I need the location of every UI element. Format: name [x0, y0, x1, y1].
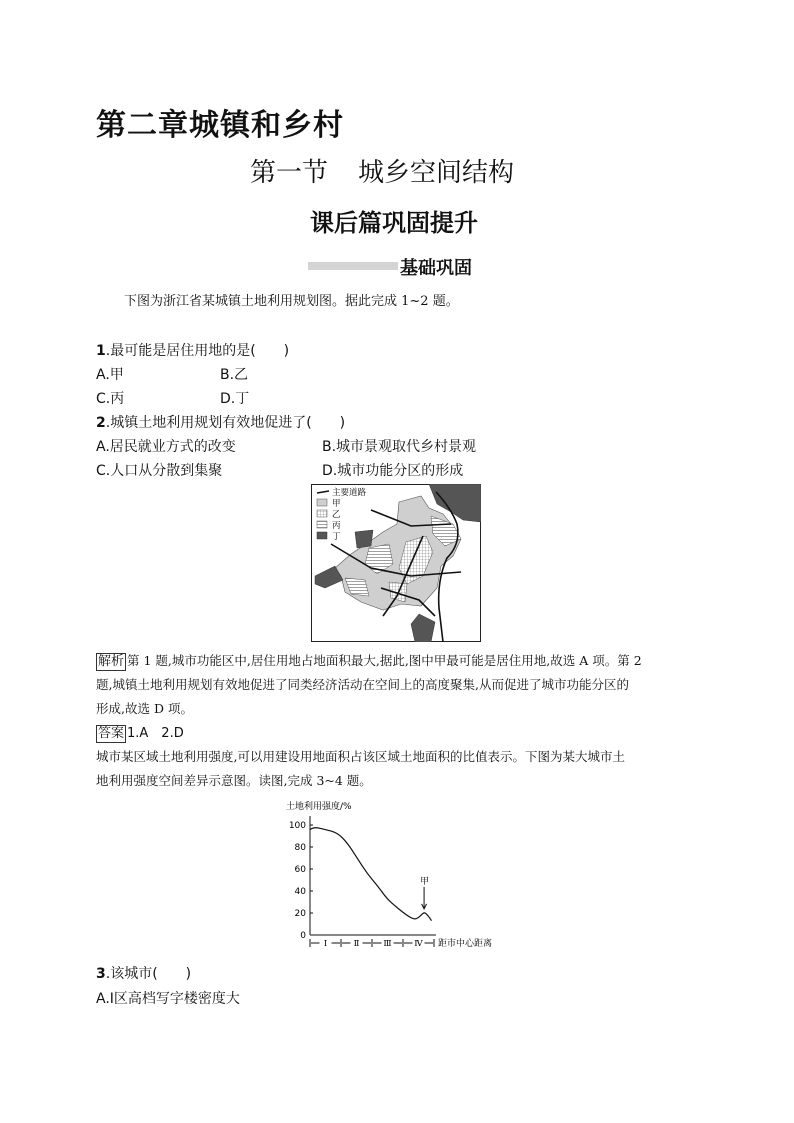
answer-tag: 答案 [98, 726, 125, 741]
answer-text: 1.A 2.D [127, 726, 184, 741]
q1-option-a: A.甲 [96, 367, 124, 383]
legend-ding-swatch [317, 532, 327, 539]
question-1 [96, 340, 289, 360]
legend-yi-swatch [317, 510, 327, 517]
intro-text-1: 下图为浙江省某城镇土地利用规划图。据此完成 1~2 题。 [124, 294, 459, 309]
chapter-title: 第二章城镇和乡村 [96, 108, 344, 143]
q1-option-c: C.丙 [96, 391, 125, 407]
y-tick-label: 100 [288, 821, 306, 831]
section-name: 城乡空间结构 [358, 158, 515, 188]
question-3-stem: .该城市( ) [105, 966, 192, 982]
section-number: 第一节 [250, 158, 329, 188]
intro-text-2 [96, 745, 706, 793]
legend-jia-label: 甲 [332, 499, 341, 509]
chart-x-axis-label: 距市中心距离 [438, 939, 493, 949]
jia-marker-label: 甲 [420, 876, 430, 887]
q3-option-a: A.Ⅰ区高档写字楼密度大 [96, 991, 240, 1007]
basic-consolidation-heading: 基础巩固 [400, 258, 472, 279]
y-tick-label: 0 [300, 931, 306, 941]
question-2 [96, 412, 345, 432]
zone-label: Ⅰ [323, 939, 328, 949]
question-2-number: 2 [96, 415, 106, 431]
legend-ding-label: 丁 [332, 532, 341, 542]
analysis-tag: 解析 [98, 654, 125, 669]
legend-road-label: 主要道路 [332, 488, 367, 498]
y-tick-label: 80 [294, 843, 306, 853]
q1-option-b: B.乙 [220, 367, 249, 383]
exercise-subtitle: 课后篇巩固提升 [310, 209, 478, 237]
legend-jia-swatch [317, 499, 327, 506]
intro-2-line-2: 地利用强度空间差异示意图。读图,完成 3~4 题。 [96, 773, 372, 788]
analysis-text-1: 第 1 题,城市功能区中,居住用地占地面积最大,据此,图中甲最可能是居住用地,故选 A 项。第 2 [127, 653, 642, 668]
y-tick-label: 60 [294, 865, 306, 875]
legend-bing-label: 丙 [332, 521, 341, 531]
land-use-map [311, 484, 481, 642]
analysis-line-2: 题,城镇土地利用规划有效地促进了同类经济活动在空间上的高度聚集,从而促进了城市功能分区的 [96, 677, 629, 692]
zone-label: Ⅲ [383, 939, 392, 949]
answer-line [96, 722, 184, 743]
intro-2-line-1: 城市某区域土地利用强度,可以用建设用地面积占该区域土地面积的比值表示。下图为某大城市土 [96, 749, 625, 764]
chart-y-axis-label: 土地利用强度/% [286, 802, 352, 812]
zone-label: Ⅱ [353, 939, 360, 949]
analysis-line-3: 形成,故选 D 项。 [96, 701, 193, 716]
y-tick-label: 40 [294, 887, 306, 897]
question-1-stem: .最可能是居住用地的是( ) [105, 343, 290, 359]
y-tick-label: 20 [294, 909, 306, 919]
analysis-line-1 [96, 649, 706, 673]
q2-option-a: A.居民就业方式的改变 [96, 439, 236, 455]
legend-bing-swatch [317, 521, 327, 528]
q1-option-d: D.丁 [220, 391, 250, 407]
question-2-stem: .城镇土地利用规划有效地促进了( ) [105, 415, 346, 431]
zone-label: Ⅳ [414, 939, 423, 949]
section-band-decoration [308, 262, 398, 270]
section-title [250, 152, 514, 189]
land-use-intensity-chart [284, 798, 514, 953]
q2-option-b: B.城市景观取代乡村景观 [322, 439, 477, 455]
q2-option-c: C.人口从分散到集聚 [96, 463, 223, 479]
question-1-number: 1 [96, 343, 106, 359]
legend-yi-label: 乙 [332, 510, 341, 520]
question-3-number: 3 [96, 966, 106, 982]
intensity-series-line [310, 828, 432, 921]
q2-option-d: D.城市功能分区的形成 [322, 463, 464, 479]
question-3 [96, 963, 191, 983]
analysis-block [96, 649, 706, 721]
jia-marker-arrow [422, 887, 427, 909]
